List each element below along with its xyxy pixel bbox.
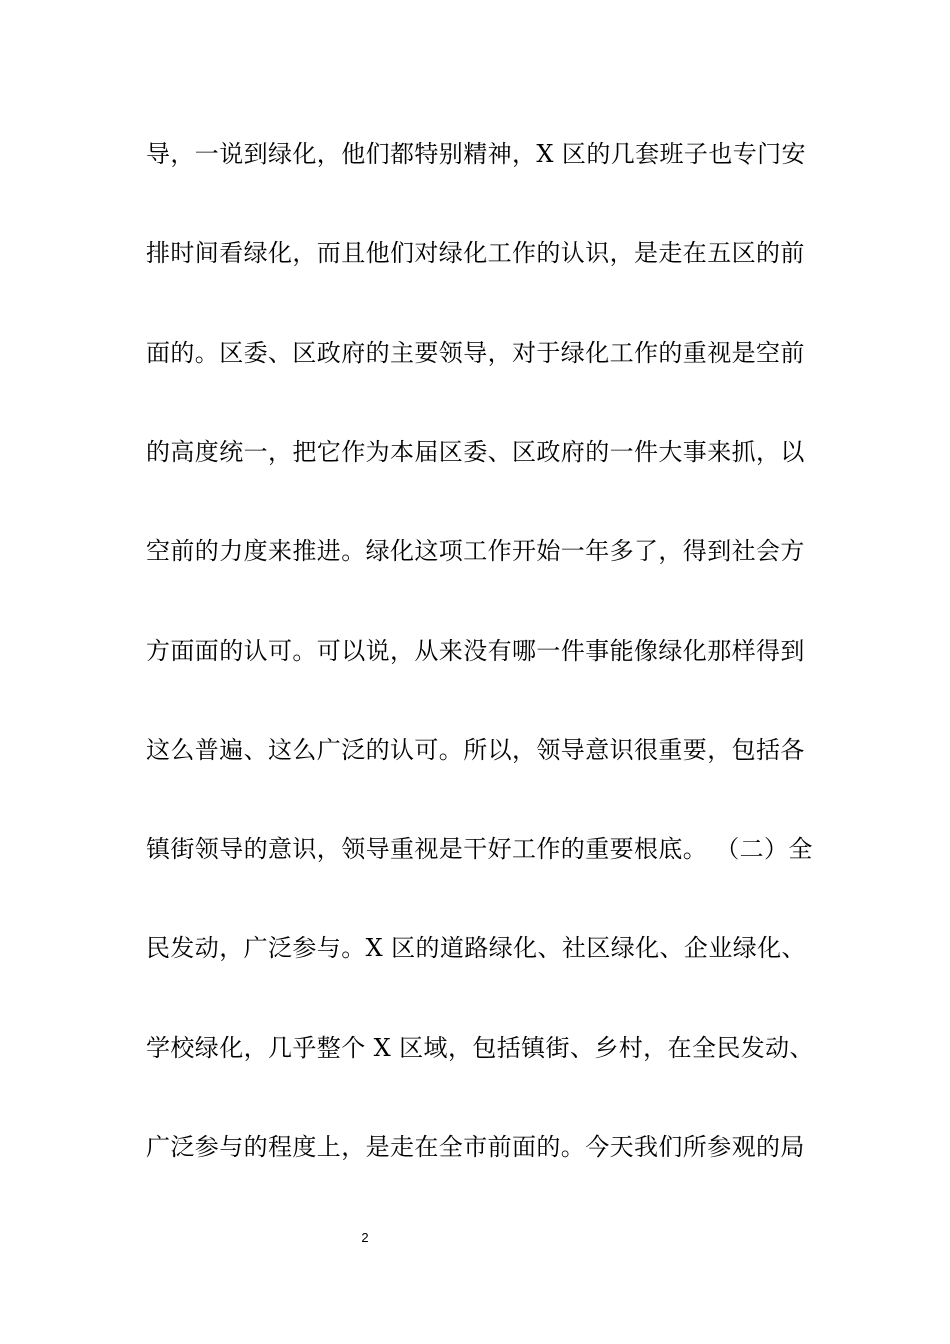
body-text-line: 方面面的认可。可以说，从来没有哪一件事能像绿化那样得到 — [146, 637, 805, 665]
page-number: 2 — [361, 1230, 369, 1245]
body-text-line: 面的。区委、区政府的主要领导，对于绿化工作的重视是空前 — [146, 339, 805, 367]
body-text-line: 排时间看绿化，而且他们对绿化工作的认识，是走在五区的前 — [146, 239, 805, 267]
body-text-line: 导，一说到绿化，他们都特别精神，X 区的几套班子也专门安 — [146, 140, 806, 168]
body-text-line: 民发动，广泛参与。X 区的道路绿化、社区绿化、企业绿化、 — [146, 934, 806, 962]
body-text-line: 的高度统一，把它作为本届区委、区政府的一件大事来抓，以 — [146, 438, 805, 466]
body-text-line: 广泛参与的程度上，是走在全市前面的。今天我们所参观的局 — [146, 1133, 805, 1161]
body-text-line: 镇街领导的意识，领导重视是干好工作的重要根底。 （二）全 — [146, 835, 813, 863]
body-text-line: 空前的力度来推进。绿化这项工作开始一年多了，得到社会方 — [146, 537, 805, 565]
body-text-line: 学校绿化，几乎整个 X 区域，包括镇街、乡村，在全民发动、 — [146, 1034, 814, 1062]
body-text-line: 这么普遍、这么广泛的认可。所以，领导意识很重要，包括各 — [146, 736, 805, 764]
